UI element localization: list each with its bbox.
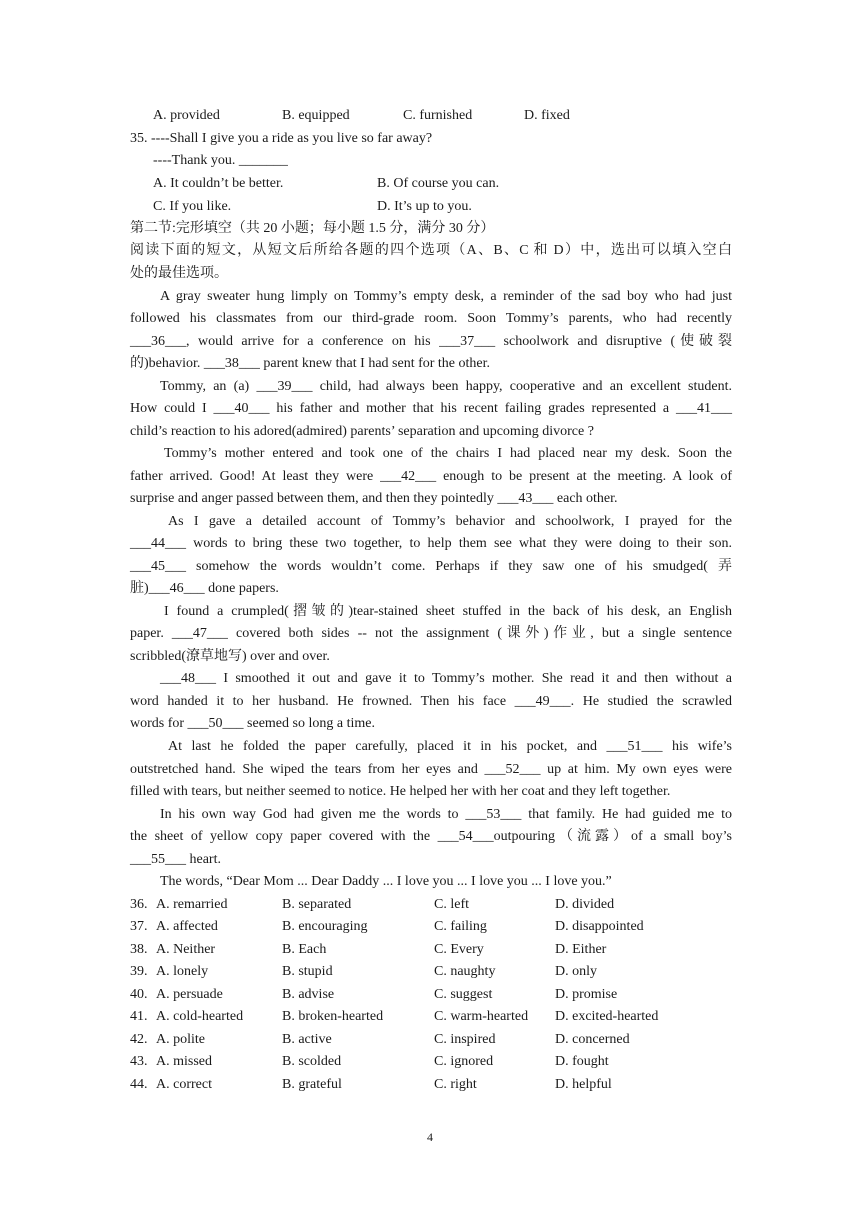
option-b: B. separated xyxy=(282,897,352,912)
q34-option-a: A. provided xyxy=(153,108,220,123)
passage-line: the sheet of yellow copy paper covered with the ___54___outpouring（流露）of a small boy’s xyxy=(130,829,732,844)
question-number: 37. xyxy=(130,919,148,934)
passage-line: Tommy, an (a) ___39___ child, had always been happy, cooperative and an excellent student. xyxy=(160,379,732,394)
q35-option-d: D. It’s up to you. xyxy=(377,199,472,214)
passage-line: I found a crumpled(摺皱的)tear-stained sheet stuffed in the back of his desk, an English xyxy=(164,604,732,619)
passage-line: followed his classmates from our third-grade room. Soon Tommy’s parents, who had recently xyxy=(130,311,732,326)
option-c: C. naughty xyxy=(434,964,496,979)
option-a: A. lonely xyxy=(156,964,209,979)
passage-line: scribbled(潦草地写) over and over. xyxy=(130,649,330,664)
option-c: C. left xyxy=(434,897,469,912)
option-b: B. scolded xyxy=(282,1054,342,1069)
question-number: 44. xyxy=(130,1077,148,1092)
passage-line: The words, “Dear Mom ... Dear Daddy ... I love you ... I love you ... I love you.” xyxy=(160,874,612,889)
option-d: D. Either xyxy=(555,942,607,957)
passage-line: A gray sweater hung limply on Tommy’s empty desk, a reminder of the sad boy who had just xyxy=(160,289,732,304)
question-number: 41. xyxy=(130,1009,148,1024)
passage-line: ___48___ I smoothed it out and gave it to Tommy’s mother. She read it and then without a xyxy=(160,671,732,686)
option-a: A. cold-hearted xyxy=(156,1009,244,1024)
question-number: 42. xyxy=(130,1032,148,1047)
option-b: B. advise xyxy=(282,987,335,1002)
passage-line: How could I ___40___ his father and mother that his recent failing grades represented a ___41___ xyxy=(130,401,732,416)
section-instruction-line: 处的最佳选项。 xyxy=(130,266,228,281)
q34-option-c: C. furnished xyxy=(403,108,473,123)
question-number: 36. xyxy=(130,897,148,912)
section-instruction-line: 阅读下面的短文，从短文后所给各题的四个选项（A、B、C 和 D）中，选出可以填入空白 xyxy=(130,243,732,258)
passage-line: 的)behavior. ___38___ parent knew that I had sent for the other. xyxy=(130,356,491,371)
question-number: 43. xyxy=(130,1054,148,1069)
passage-line: paper. ___47___ covered both sides -- not the assignment (课外)作业, but a single sentence xyxy=(130,626,732,641)
option-b: B. grateful xyxy=(282,1077,342,1092)
option-a: A. persuade xyxy=(156,987,223,1002)
passage-line: ___55___ heart. xyxy=(130,852,221,867)
option-c: C. suggest xyxy=(434,987,493,1002)
question-number: 40. xyxy=(130,987,148,1002)
option-b: B. encouraging xyxy=(282,919,368,934)
option-c: C. failing xyxy=(434,919,487,934)
option-a: A. remarried xyxy=(156,897,228,912)
q34-option-b: B. equipped xyxy=(282,108,350,123)
option-d: D. disappointed xyxy=(555,919,644,934)
page-number: 4 xyxy=(427,1130,433,1144)
option-b: B. Each xyxy=(282,942,327,957)
option-d: D. helpful xyxy=(555,1077,612,1092)
option-c: C. inspired xyxy=(434,1032,496,1047)
passage-line: Tommy’s mother entered and took one of the chairs I had placed near my desk. Soon the xyxy=(164,446,732,461)
option-b: B. active xyxy=(282,1032,332,1047)
option-a: A. affected xyxy=(156,919,218,934)
passage-line: At last he folded the paper carefully, placed it in his pocket, and ___51___ his wife’s xyxy=(168,739,732,754)
option-a: A. Neither xyxy=(156,942,216,957)
question-number: 39. xyxy=(130,964,148,979)
option-d: D. only xyxy=(555,964,597,979)
option-c: C. right xyxy=(434,1077,477,1092)
q35-option-b: B. Of course you can. xyxy=(377,176,500,191)
q35-stem: 35. ----Shall I give you a ride as you live so far away? xyxy=(130,131,433,146)
passage-line: words for ___50___ seemed so long a time. xyxy=(130,716,375,731)
passage-line: child’s reaction to his adored(admired) parents’ separation and upcoming divorce ? xyxy=(130,424,594,439)
option-a: A. correct xyxy=(156,1077,212,1092)
q35-option-a: A. It couldn’t be better. xyxy=(153,176,284,191)
passage-line: ___45___ somehow the words wouldn’t come. Perhaps if they saw one of his smudged( 弄 xyxy=(130,559,732,574)
question-number: 38. xyxy=(130,942,148,957)
passage-line: surprise and anger passed between them, and then they pointedly ___43___ each other. xyxy=(130,491,618,506)
section-heading: 第二节:完形填空（共 20 小题；每小题 1.5 分，满分 30 分） xyxy=(130,221,495,236)
option-c: C. ignored xyxy=(434,1054,494,1069)
option-c: C. warm-hearted xyxy=(434,1009,529,1024)
q35-option-c: C. If you like. xyxy=(153,199,232,214)
option-d: D. excited-hearted xyxy=(555,1009,659,1024)
passage-line: father arrived. Good! At least they were ___42___ enough to be present at the meeting. A look of xyxy=(130,469,732,484)
option-a: A. polite xyxy=(156,1032,205,1047)
passage-line: outstretched hand. She wiped the tears from her eyes and ___52___ up at him. My own eyes were xyxy=(130,762,732,777)
passage-line: word handed it to her husband. He frowned. Then his face ___49___. He studied the scrawled xyxy=(130,694,732,709)
option-b: B. broken-hearted xyxy=(282,1009,384,1024)
q35-reply: ----Thank you. _______ xyxy=(153,153,288,168)
option-d: D. promise xyxy=(555,987,618,1002)
passage-line: As I gave a detailed account of Tommy’s behavior and schoolwork, I prayed for the xyxy=(168,514,732,529)
passage-line: filled with tears, but neither seemed to notice. He helped her with her coat and they left together. xyxy=(130,784,671,799)
passage-line: In his own way God had given me the words to ___53___ that family. He had guided me to xyxy=(160,807,732,822)
option-a: A. missed xyxy=(156,1054,212,1069)
option-b: B. stupid xyxy=(282,964,333,979)
option-d: D. divided xyxy=(555,897,615,912)
option-d: D. concerned xyxy=(555,1032,630,1047)
option-c: C. Every xyxy=(434,942,484,957)
option-d: D. fought xyxy=(555,1054,609,1069)
passage-line: ___36___, would arrive for a conference on his ___37___ schoolwork and disruptive (使破裂 xyxy=(130,334,732,349)
passage-line: 脏)___46___ done papers. xyxy=(130,581,279,596)
q34-option-d: D. fixed xyxy=(524,108,570,123)
passage-line: ___44___ words to bring these two together, to help them see what they were doing to their son. xyxy=(130,536,732,551)
